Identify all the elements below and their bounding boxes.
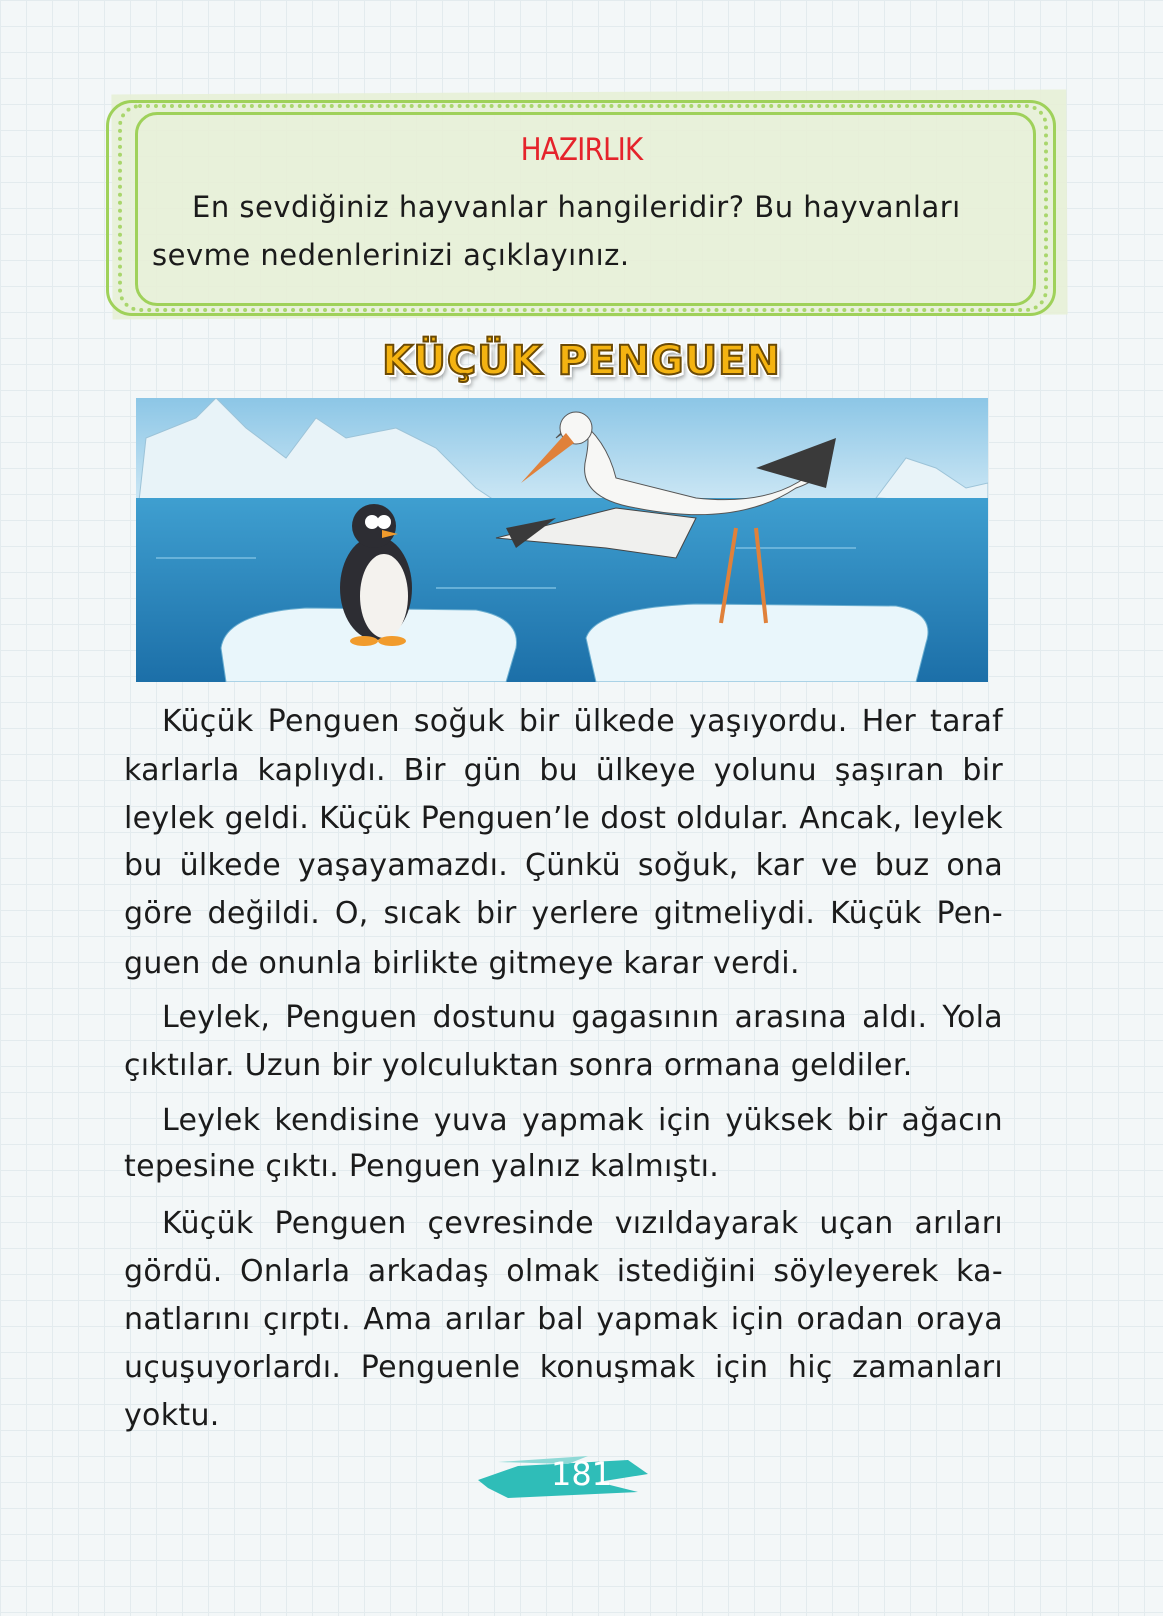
story-line: guen de onunla birlikte gitmeye karar verdi. bbox=[124, 946, 800, 981]
story-line: Küçük Penguen soğuk bir ülkede yaşıyordu. Her taraf bbox=[162, 704, 1003, 739]
page-number: 181 bbox=[550, 1455, 613, 1493]
story-line: Leylek, Penguen dostunu gagasının arasına aldı. Yola bbox=[162, 1000, 1003, 1035]
ice-floe-right bbox=[586, 604, 928, 682]
story-line: leylek geldi. Küçük Penguen’le dost oldular. Ancak, leylek bbox=[124, 801, 1003, 836]
story-illustration bbox=[136, 398, 988, 682]
story-line: Küçük Penguen çevresinde vızıldayarak uçan arıları bbox=[162, 1206, 1003, 1241]
story-line: natlarını çırptı. Ama arılar bal yapmak için oradan oraya bbox=[124, 1302, 1003, 1337]
story-line: tepesine çıktı. Penguen yalnız kalmıştı. bbox=[124, 1149, 720, 1184]
story-line: uçuşuyorlardı. Penguenle konuşmak için hiç zamanları bbox=[124, 1350, 1003, 1385]
preparation-title: HAZIRLIK bbox=[520, 132, 643, 168]
story-title: KÜÇÜK PENGUEN bbox=[382, 338, 781, 384]
story-line: karlarla kaplıydı. Bir gün bu ülkeye yolunu şaşıran bir bbox=[124, 753, 1003, 788]
story-line: çıktılar. Uzun bir yolculuktan sonra ormana geldiler. bbox=[124, 1048, 913, 1083]
story-line: Leylek kendisine yuva yapmak için yüksek bir ağacın bbox=[162, 1103, 1003, 1138]
story-line: bu ülkede yaşayamazdı. Çünkü soğuk, kar ve buz ona bbox=[124, 848, 1003, 883]
preparation-question: sevme nedenlerinizi açıklayınız. bbox=[152, 238, 630, 272]
story-line: yoktu. bbox=[124, 1398, 220, 1433]
story-line: göre değildi. O, sıcak bir yerlere gitmeliydi. Küçük Pen- bbox=[124, 896, 1003, 931]
story-line: gördü. Onlarla arkadaş olmak istediğini söyleyerek ka- bbox=[124, 1254, 1003, 1289]
preparation-question: En sevdiğiniz hayvanlar hangileridir? Bu hayvanları bbox=[192, 190, 961, 224]
